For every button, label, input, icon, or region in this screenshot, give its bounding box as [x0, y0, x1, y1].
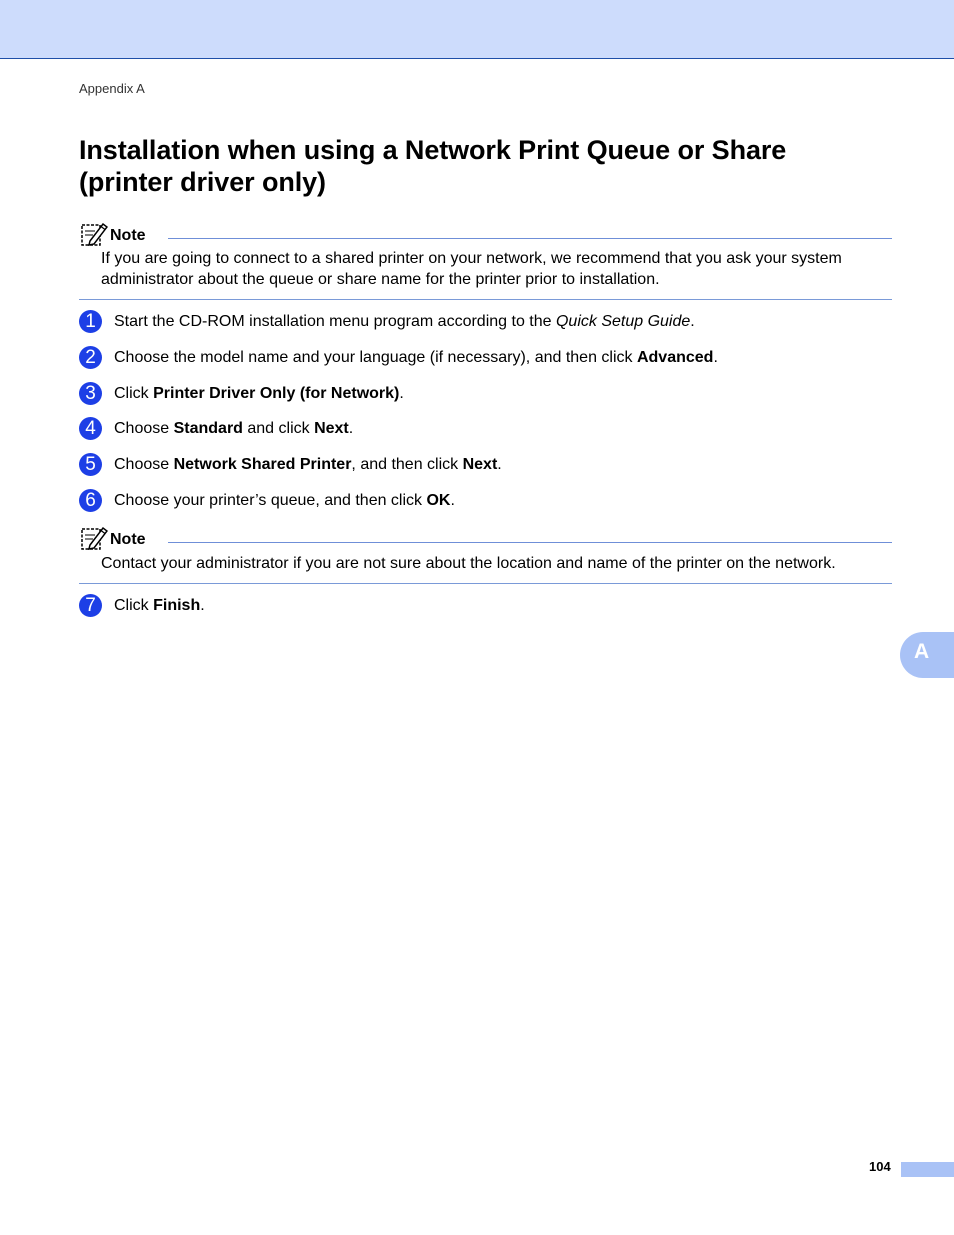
note-pencil-icon: [80, 525, 108, 551]
note-label: Note: [110, 227, 146, 244]
header-band: [0, 0, 954, 59]
note-pencil-icon: [80, 221, 108, 247]
note-divider: [79, 583, 892, 584]
step-2: [79, 346, 892, 370]
step-5: [79, 453, 892, 477]
step-number-badge: 5: [79, 453, 102, 476]
chapter-tab: [900, 632, 954, 678]
step-text: Choose your printer’s queue, and then click OK.: [114, 492, 455, 509]
step-text: Choose Standard and click Next.: [114, 420, 354, 437]
note-rule: [168, 238, 892, 239]
note-text: If you are going to connect to a shared printer on your network, we recommend that you ask your system administrator about the queue or share name for the printer prior to installation.: [101, 250, 842, 288]
step-1: [79, 310, 892, 334]
step-number-badge: 7: [79, 594, 102, 617]
step-6: [79, 489, 892, 513]
step-text: Click Printer Driver Only (for Network).: [114, 385, 404, 402]
note-rule: [168, 542, 892, 543]
step-number-badge: 6: [79, 489, 102, 512]
step-number-badge: 1: [79, 310, 102, 333]
note-header: [80, 525, 892, 551]
note-label: Note: [110, 531, 146, 548]
page-title: Installation when using a Network Print Queue or Share (printer driver only): [79, 135, 787, 197]
note-text: Contact your administrator if you are not sure about the location and name of the printer on the network.: [101, 555, 836, 572]
step-4: [79, 417, 892, 441]
running-head: Appendix A: [79, 81, 145, 96]
step-3: [79, 382, 892, 406]
page-number: 104: [869, 1159, 891, 1174]
step-text: Click Finish.: [114, 597, 205, 614]
chapter-tab-letter: A: [914, 640, 930, 663]
step-text: Choose Network Shared Printer, and then click Next.: [114, 456, 502, 473]
note-divider: [79, 299, 892, 300]
step-number-badge: 4: [79, 417, 102, 440]
step-text: Choose the model name and your language (if necessary), and then click Advanced.: [114, 349, 718, 366]
step-text: Start the CD-ROM installation menu program according to the Quick Setup Guide.: [114, 313, 695, 330]
step-number-badge: 2: [79, 346, 102, 369]
note-header: [80, 221, 892, 247]
step-7: [79, 594, 892, 618]
page-number-bar: [901, 1162, 954, 1177]
step-number-badge: 3: [79, 382, 102, 405]
